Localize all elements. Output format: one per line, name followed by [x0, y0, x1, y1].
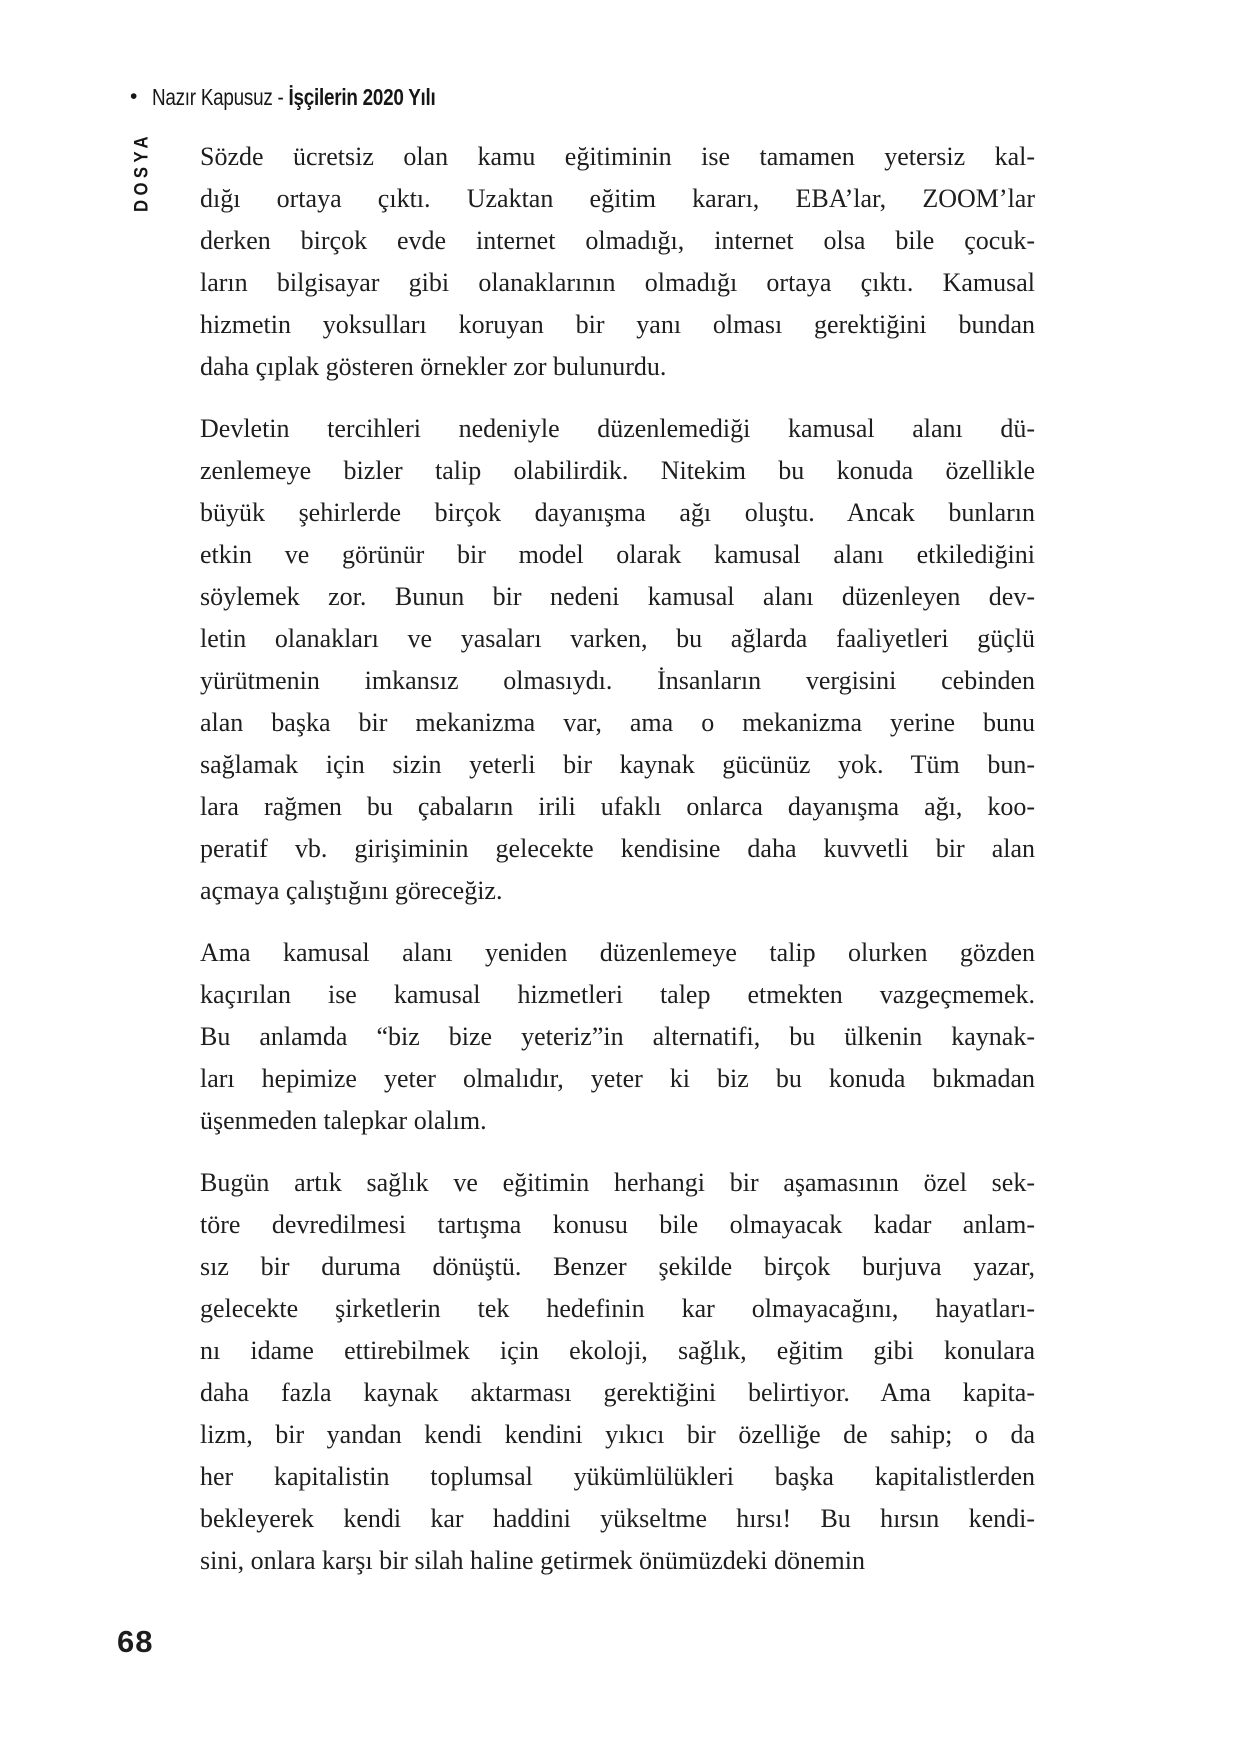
text-line: daha fazla kaynak aktarması gerektiğini belirtiyor. Ama kapita- [200, 1378, 1035, 1407]
paragraph [200, 1162, 1035, 1582]
body-text [200, 136, 1035, 1602]
bullet-icon: • [130, 85, 138, 108]
section-label-wrap [125, 126, 159, 218]
text-line: büyük şehirlerde birçok dayanışma ağı oluştu. Ancak bunların [200, 498, 1035, 527]
text-line: peratif vb. girişiminin gelecekte kendisine daha kuvvetli bir alan [200, 834, 1035, 863]
text-line: letin olanakları ve yasaları varken, bu ağlarda faaliyetleri güçlü [200, 624, 1035, 653]
header-title: İşçilerin 2020 Yılı [288, 84, 436, 110]
text-line: gelecekte şirketlerin tek hedefinin kar olmayacağını, hayatları- [200, 1294, 1035, 1323]
text-line: zenlemeye bizler talip olabilirdik. Nitekim bu konuda özellikle [200, 456, 1035, 485]
text-line: sini, onlara karşı bir silah haline getirmek önümüzdeki dönemin [200, 1546, 866, 1575]
text-line: üşenmeden talepkar olalım. [200, 1106, 487, 1135]
text-line: hizmetin yoksulları koruyan bir yanı olması gerektiğini bundan [200, 310, 1035, 339]
text-line: Bu anlamda “biz bize yeteriz”in alternatifi, bu ülkenin kaynak- [200, 1022, 1035, 1051]
text-line: açmaya çalıştığını göreceğiz. [200, 876, 503, 905]
text-line: sağlamak için sizin yeterli bir kaynak gücünüz yok. Tüm bun- [200, 750, 1035, 779]
text-line: daha çıplak gösteren örnekler zor bulunurdu. [200, 352, 667, 381]
text-line: lara rağmen bu çabaların irili ufaklı onlarca dayanışma ağı, koo- [200, 792, 1035, 821]
section-label-dosya: DOSYA [131, 132, 153, 212]
page-number: 68 [117, 1624, 154, 1659]
page-header [130, 84, 498, 111]
text-line: Ama kamusal alanı yeniden düzenlemeye talip olurken gözden [200, 938, 1035, 967]
paragraph [200, 408, 1035, 912]
text-line: Devletin tercihleri nedeniyle düzenlemediği kamusal alanı dü- [200, 414, 1035, 443]
text-line: sız bir duruma dönüştü. Benzer şekilde birçok burjuva yazar, [200, 1252, 1035, 1281]
text-line: ların bilgisayar gibi olanaklarının olmadığı ortaya çıktı. Kamusal [200, 268, 1035, 297]
text-line: söylemek zor. Bunun bir nedeni kamusal alanı düzenleyen dev- [200, 582, 1035, 611]
text-line: derken birçok evde internet olmadığı, internet olsa bile çocuk- [200, 226, 1035, 255]
paragraph [200, 136, 1035, 388]
paragraph [200, 932, 1035, 1142]
text-line: alan başka bir mekanizma var, ama o mekanizma yerine bunu [200, 708, 1035, 737]
text-line: yürütmenin imkansız olmasıydı. İnsanların vergisini cebinden [200, 666, 1035, 695]
header-author: Nazır Kapusuz - [152, 84, 289, 110]
text-line: ları hepimize yeter olmalıdır, yeter ki biz bu konuda bıkmadan [200, 1064, 1035, 1093]
text-line: kaçırılan ise kamusal hizmetleri talep etmekten vazgeçmemek. [200, 980, 1035, 1009]
header-text [152, 84, 436, 111]
text-line: töre devredilmesi tartışma konusu bile olmayacak kadar anlam- [200, 1210, 1035, 1239]
text-line: etkin ve görünür bir model olarak kamusal alanı etkilediğini [200, 540, 1035, 569]
text-line: bekleyerek kendi kar haddini yükseltme hırsı! Bu hırsın kendi- [200, 1504, 1035, 1533]
text-line: nı idame ettirebilmek için ekoloji, sağlık, eğitim gibi konulara [200, 1336, 1035, 1365]
text-line: her kapitalistin toplumsal yükümlülükleri başka kapitalistlerden [200, 1462, 1035, 1491]
text-line: Sözde ücretsiz olan kamu eğitiminin ise tamamen yetersiz kal- [200, 142, 1035, 171]
text-line: Bugün artık sağlık ve eğitimin herhangi bir aşamasının özel sek- [200, 1168, 1035, 1197]
text-line: dığı ortaya çıktı. Uzaktan eğitim kararı, EBA’lar, ZOOM’lar [200, 184, 1035, 213]
text-line: lizm, bir yandan kendi kendini yıkıcı bir özelliğe de sahip; o da [200, 1420, 1035, 1449]
